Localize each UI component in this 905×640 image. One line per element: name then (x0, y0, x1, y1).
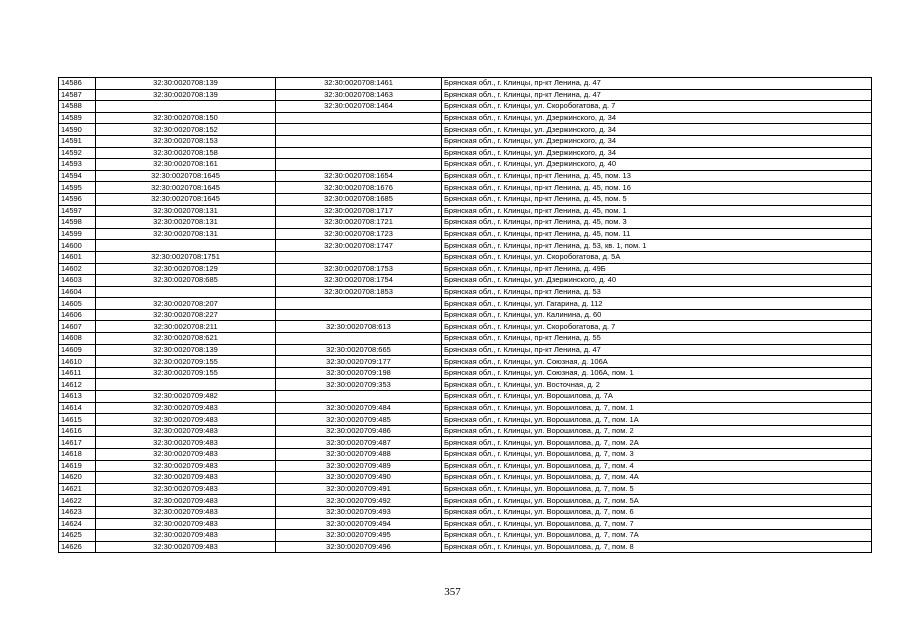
cell-object-cadastral-number: 32:30:0020709:495 (276, 530, 442, 542)
cell-object-cadastral-number: 32:30:0020709:496 (276, 541, 442, 553)
table-row (59, 367, 872, 379)
cell-address: Брянская обл., г. Клинцы, пр-кт Ленина, д. 47 (442, 89, 872, 101)
cell-parcel-cadastral-number: 32:30:0020709:155 (96, 356, 276, 368)
cell-row-number: 14601 (59, 251, 96, 263)
table-row (59, 472, 872, 484)
cell-address: Брянская обл., г. Клинцы, пр-кт Ленина, д. 47 (442, 78, 872, 90)
cell-object-cadastral-number: 32:30:0020708:665 (276, 344, 442, 356)
cell-address: Брянская обл., г. Клинцы, ул. Дзержинского, д. 40 (442, 275, 872, 287)
table-row (59, 356, 872, 368)
cell-parcel-cadastral-number: 32:30:0020708:227 (96, 309, 276, 321)
cell-address: Брянская обл., г. Клинцы, ул. Скоробогатова, д. 7 (442, 101, 872, 113)
cell-parcel-cadastral-number: 32:30:0020709:482 (96, 391, 276, 403)
table-row (59, 101, 872, 113)
cell-parcel-cadastral-number: 32:30:0020709:483 (96, 483, 276, 495)
cell-parcel-cadastral-number: 32:30:0020708:129 (96, 263, 276, 275)
cell-parcel-cadastral-number: 32:30:0020708:1645 (96, 170, 276, 182)
cell-parcel-cadastral-number: 32:30:0020709:483 (96, 425, 276, 437)
table-row (59, 506, 872, 518)
cell-row-number: 14592 (59, 147, 96, 159)
cell-address: Брянская обл., г. Клинцы, пр-кт Ленина, д. 55 (442, 333, 872, 345)
table-row (59, 193, 872, 205)
cell-row-number: 14620 (59, 472, 96, 484)
table-row (59, 530, 872, 542)
cell-object-cadastral-number: 32:30:0020708:1461 (276, 78, 442, 90)
cell-row-number: 14623 (59, 506, 96, 518)
cell-parcel-cadastral-number: 32:30:0020708:685 (96, 275, 276, 287)
cell-object-cadastral-number: 32:30:0020708:1463 (276, 89, 442, 101)
cell-address: Брянская обл., г. Клинцы, ул. Восточная, д. 2 (442, 379, 872, 391)
cell-object-cadastral-number: 32:30:0020709:487 (276, 437, 442, 449)
table-row (59, 495, 872, 507)
cell-parcel-cadastral-number: 32:30:0020708:131 (96, 228, 276, 240)
cell-row-number: 14602 (59, 263, 96, 275)
cell-parcel-cadastral-number: 32:30:0020708:1645 (96, 182, 276, 194)
cell-parcel-cadastral-number: 32:30:0020708:158 (96, 147, 276, 159)
cell-row-number: 14615 (59, 414, 96, 426)
cell-object-cadastral-number: 32:30:0020709:485 (276, 414, 442, 426)
cell-address: Брянская обл., г. Клинцы, ул. Ворошилова, д. 7, пом. 8 (442, 541, 872, 553)
cell-object-cadastral-number: 32:30:0020709:484 (276, 402, 442, 414)
cell-parcel-cadastral-number: 32:30:0020708:139 (96, 78, 276, 90)
table-row (59, 309, 872, 321)
table-row (59, 541, 872, 553)
cell-row-number: 14596 (59, 193, 96, 205)
cell-row-number: 14622 (59, 495, 96, 507)
cell-object-cadastral-number (276, 135, 442, 147)
cell-object-cadastral-number: 32:30:0020709:493 (276, 506, 442, 518)
cell-address: Брянская обл., г. Клинцы, ул. Калинина, д. 60 (442, 309, 872, 321)
cell-parcel-cadastral-number: 32:30:0020709:483 (96, 495, 276, 507)
cell-address: Брянская обл., г. Клинцы, ул. Ворошилова, д. 7, пом. 5А (442, 495, 872, 507)
cell-row-number: 14621 (59, 483, 96, 495)
cell-object-cadastral-number: 32:30:0020708:1654 (276, 170, 442, 182)
table-row (59, 240, 872, 252)
cell-row-number: 14599 (59, 228, 96, 240)
cell-address: Брянская обл., г. Клинцы, пр-кт Ленина, д. 53 (442, 286, 872, 298)
cell-row-number: 14612 (59, 379, 96, 391)
table-row (59, 205, 872, 217)
cell-object-cadastral-number (276, 298, 442, 310)
cell-row-number: 14607 (59, 321, 96, 333)
cell-parcel-cadastral-number: 32:30:0020709:483 (96, 402, 276, 414)
cell-parcel-cadastral-number: 32:30:0020709:483 (96, 518, 276, 530)
cell-row-number: 14609 (59, 344, 96, 356)
table-row (59, 402, 872, 414)
cell-address: Брянская обл., г. Клинцы, ул. Дзержинского, д. 34 (442, 112, 872, 124)
cell-address: Брянская обл., г. Клинцы, ул. Ворошилова, д. 7А (442, 391, 872, 403)
table-row (59, 159, 872, 171)
cell-row-number: 14600 (59, 240, 96, 252)
table-row (59, 170, 872, 182)
table-row (59, 437, 872, 449)
table-row (59, 483, 872, 495)
table-row (59, 182, 872, 194)
cell-row-number: 14591 (59, 135, 96, 147)
cell-object-cadastral-number: 32:30:0020708:1717 (276, 205, 442, 217)
cell-address: Брянская обл., г. Клинцы, ул. Ворошилова, д. 7, пом. 2А (442, 437, 872, 449)
cell-row-number: 14603 (59, 275, 96, 287)
cell-row-number: 14597 (59, 205, 96, 217)
table-row (59, 344, 872, 356)
cell-address: Брянская обл., г. Клинцы, ул. Ворошилова, д. 7, пом. 1А (442, 414, 872, 426)
cell-parcel-cadastral-number: 32:30:0020709:483 (96, 437, 276, 449)
cell-parcel-cadastral-number: 32:30:0020708:139 (96, 344, 276, 356)
cell-address: Брянская обл., г. Клинцы, пр-кт Ленина, д. 45, пом. 11 (442, 228, 872, 240)
cell-parcel-cadastral-number: 32:30:0020708:131 (96, 205, 276, 217)
cell-parcel-cadastral-number: 32:30:0020709:483 (96, 460, 276, 472)
cell-object-cadastral-number: 32:30:0020709:486 (276, 425, 442, 437)
table-row (59, 147, 872, 159)
cell-address: Брянская обл., г. Клинцы, ул. Дзержинского, д. 34 (442, 135, 872, 147)
cell-object-cadastral-number: 32:30:0020709:494 (276, 518, 442, 530)
cell-row-number: 14625 (59, 530, 96, 542)
cell-address: Брянская обл., г. Клинцы, пр-кт Ленина, д. 45, пом. 3 (442, 217, 872, 229)
cell-parcel-cadastral-number: 32:30:0020708:153 (96, 135, 276, 147)
cell-address: Брянская обл., г. Клинцы, ул. Скоробогатова, д. 5А (442, 251, 872, 263)
cell-row-number: 14626 (59, 541, 96, 553)
cell-address: Брянская обл., г. Клинцы, ул. Скоробогатова, д. 7 (442, 321, 872, 333)
cell-parcel-cadastral-number: 32:30:0020709:483 (96, 414, 276, 426)
cell-row-number: 14617 (59, 437, 96, 449)
table-row (59, 78, 872, 90)
table-row (59, 263, 872, 275)
table-row (59, 391, 872, 403)
cell-address: Брянская обл., г. Клинцы, ул. Дзержинского, д. 34 (442, 147, 872, 159)
table-row (59, 333, 872, 345)
cell-parcel-cadastral-number: 32:30:0020708:1645 (96, 193, 276, 205)
cell-object-cadastral-number: 32:30:0020708:1753 (276, 263, 442, 275)
table-row (59, 298, 872, 310)
cell-object-cadastral-number (276, 391, 442, 403)
cell-row-number: 14618 (59, 449, 96, 461)
cell-address: Брянская обл., г. Клинцы, ул. Дзержинского, д. 34 (442, 124, 872, 136)
cell-row-number: 14587 (59, 89, 96, 101)
cell-parcel-cadastral-number: 32:30:0020708:152 (96, 124, 276, 136)
cell-parcel-cadastral-number: 32:30:0020708:131 (96, 217, 276, 229)
cell-parcel-cadastral-number: 32:30:0020708:161 (96, 159, 276, 171)
cell-object-cadastral-number (276, 333, 442, 345)
cell-object-cadastral-number: 32:30:0020709:488 (276, 449, 442, 461)
cell-parcel-cadastral-number (96, 101, 276, 113)
cell-address: Брянская обл., г. Клинцы, пр-кт Ленина, д. 45, пом. 1 (442, 205, 872, 217)
cell-parcel-cadastral-number: 32:30:0020709:155 (96, 367, 276, 379)
cell-parcel-cadastral-number: 32:30:0020709:483 (96, 530, 276, 542)
cell-row-number: 14590 (59, 124, 96, 136)
table-row (59, 321, 872, 333)
cell-parcel-cadastral-number: 32:30:0020708:621 (96, 333, 276, 345)
cell-row-number: 14624 (59, 518, 96, 530)
cell-address: Брянская обл., г. Клинцы, пр-кт Ленина, д. 53, кв. 1, пом. 1 (442, 240, 872, 252)
cell-parcel-cadastral-number (96, 240, 276, 252)
cell-address: Брянская обл., г. Клинцы, ул. Ворошилова, д. 7, пом. 7А (442, 530, 872, 542)
cell-object-cadastral-number: 32:30:0020709:491 (276, 483, 442, 495)
cell-parcel-cadastral-number: 32:30:0020709:483 (96, 449, 276, 461)
cell-row-number: 14588 (59, 101, 96, 113)
cell-row-number: 14604 (59, 286, 96, 298)
cell-address: Брянская обл., г. Клинцы, пр-кт Ленина, д. 45, пом. 5 (442, 193, 872, 205)
cell-object-cadastral-number: 32:30:0020708:1853 (276, 286, 442, 298)
cell-address: Брянская обл., г. Клинцы, ул. Союзная, д. 106А, пом. 1 (442, 367, 872, 379)
cell-address: Брянская обл., г. Клинцы, ул. Ворошилова, д. 7, пом. 4А (442, 472, 872, 484)
cell-address: Брянская обл., г. Клинцы, ул. Ворошилова, д. 7, пом. 4 (442, 460, 872, 472)
cell-object-cadastral-number (276, 124, 442, 136)
register-table-body (59, 78, 872, 553)
cell-row-number: 14610 (59, 356, 96, 368)
table-row (59, 518, 872, 530)
cell-row-number: 14613 (59, 391, 96, 403)
table-row (59, 460, 872, 472)
cell-parcel-cadastral-number (96, 286, 276, 298)
cell-object-cadastral-number: 32:30:0020708:1721 (276, 217, 442, 229)
cell-address: Брянская обл., г. Клинцы, пр-кт Ленина, д. 45, пом. 13 (442, 170, 872, 182)
cell-row-number: 14598 (59, 217, 96, 229)
cell-object-cadastral-number: 32:30:0020709:353 (276, 379, 442, 391)
cell-row-number: 14614 (59, 402, 96, 414)
table-row (59, 379, 872, 391)
cell-address: Брянская обл., г. Клинцы, ул. Ворошилова, д. 7, пом. 1 (442, 402, 872, 414)
cell-object-cadastral-number: 32:30:0020708:1464 (276, 101, 442, 113)
cell-parcel-cadastral-number: 32:30:0020708:1751 (96, 251, 276, 263)
cell-object-cadastral-number: 32:30:0020708:1754 (276, 275, 442, 287)
cell-parcel-cadastral-number: 32:30:0020708:139 (96, 89, 276, 101)
cell-object-cadastral-number: 32:30:0020708:1747 (276, 240, 442, 252)
table-row (59, 228, 872, 240)
cell-object-cadastral-number (276, 112, 442, 124)
table-row (59, 112, 872, 124)
cell-object-cadastral-number: 32:30:0020708:613 (276, 321, 442, 333)
cell-parcel-cadastral-number: 32:30:0020709:483 (96, 472, 276, 484)
cell-row-number: 14619 (59, 460, 96, 472)
cell-parcel-cadastral-number: 32:30:0020708:211 (96, 321, 276, 333)
cell-address: Брянская обл., г. Клинцы, пр-кт Ленина, д. 49Б (442, 263, 872, 275)
cell-object-cadastral-number: 32:30:0020708:1685 (276, 193, 442, 205)
register-table (58, 77, 872, 553)
cell-address: Брянская обл., г. Клинцы, пр-кт Ленина, д. 47 (442, 344, 872, 356)
cell-object-cadastral-number: 32:30:0020709:177 (276, 356, 442, 368)
cell-object-cadastral-number (276, 309, 442, 321)
table-row (59, 425, 872, 437)
cell-row-number: 14606 (59, 309, 96, 321)
cell-parcel-cadastral-number: 32:30:0020708:150 (96, 112, 276, 124)
cell-address: Брянская обл., г. Клинцы, ул. Ворошилова, д. 7, пом. 2 (442, 425, 872, 437)
cell-parcel-cadastral-number: 32:30:0020708:207 (96, 298, 276, 310)
cell-row-number: 14608 (59, 333, 96, 345)
table-row (59, 89, 872, 101)
cell-object-cadastral-number: 32:30:0020709:492 (276, 495, 442, 507)
cell-parcel-cadastral-number: 32:30:0020709:483 (96, 506, 276, 518)
table-row (59, 217, 872, 229)
table-row (59, 414, 872, 426)
cell-row-number: 14594 (59, 170, 96, 182)
cell-row-number: 14616 (59, 425, 96, 437)
cell-object-cadastral-number (276, 159, 442, 171)
cell-object-cadastral-number: 32:30:0020709:198 (276, 367, 442, 379)
cell-object-cadastral-number (276, 147, 442, 159)
table-row (59, 124, 872, 136)
cell-parcel-cadastral-number: 32:30:0020709:483 (96, 541, 276, 553)
cell-row-number: 14605 (59, 298, 96, 310)
cell-address: Брянская обл., г. Клинцы, ул. Ворошилова, д. 7, пом. 5 (442, 483, 872, 495)
cell-address: Брянская обл., г. Клинцы, пр-кт Ленина, д. 45, пом. 16 (442, 182, 872, 194)
cell-address: Брянская обл., г. Клинцы, ул. Ворошилова, д. 7, пом. 7 (442, 518, 872, 530)
page-number: 357 (444, 586, 461, 598)
cell-parcel-cadastral-number (96, 379, 276, 391)
cell-address: Брянская обл., г. Клинцы, ул. Союзная, д. 106А (442, 356, 872, 368)
cell-address: Брянская обл., г. Клинцы, ул. Дзержинского, д. 40 (442, 159, 872, 171)
table-row (59, 251, 872, 263)
cell-object-cadastral-number: 32:30:0020708:1676 (276, 182, 442, 194)
cell-row-number: 14589 (59, 112, 96, 124)
cell-address: Брянская обл., г. Клинцы, ул. Ворошилова, д. 7, пом. 6 (442, 506, 872, 518)
cell-row-number: 14595 (59, 182, 96, 194)
cell-object-cadastral-number: 32:30:0020708:1723 (276, 228, 442, 240)
cell-object-cadastral-number (276, 251, 442, 263)
cell-row-number: 14586 (59, 78, 96, 90)
cell-object-cadastral-number: 32:30:0020709:489 (276, 460, 442, 472)
cell-address: Брянская обл., г. Клинцы, ул. Гагарина, д. 112 (442, 298, 872, 310)
table-row (59, 286, 872, 298)
table-row (59, 135, 872, 147)
table-row (59, 449, 872, 461)
cell-row-number: 14593 (59, 159, 96, 171)
cell-address: Брянская обл., г. Клинцы, ул. Ворошилова, д. 7, пом. 3 (442, 449, 872, 461)
table-row (59, 275, 872, 287)
cell-row-number: 14611 (59, 367, 96, 379)
cell-object-cadastral-number: 32:30:0020709:490 (276, 472, 442, 484)
